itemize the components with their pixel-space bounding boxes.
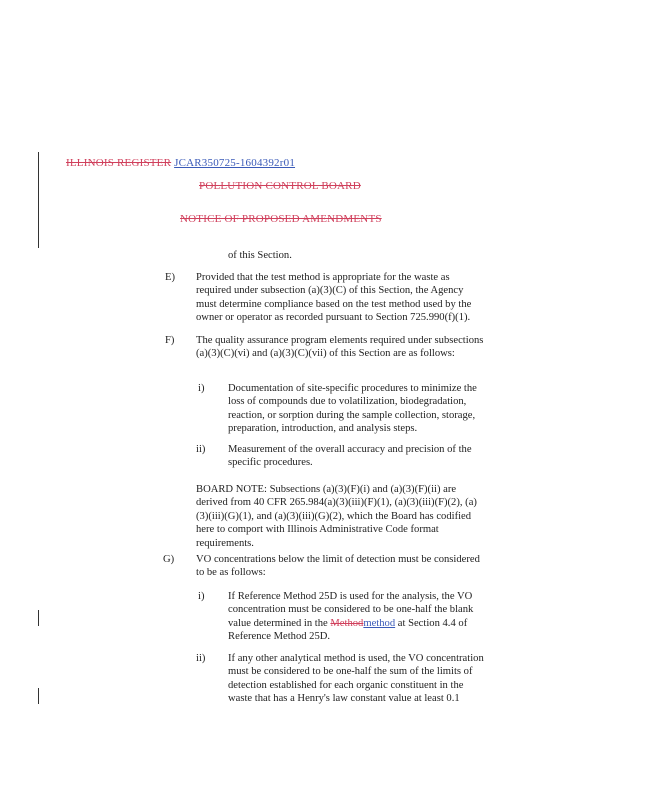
register-header: [66, 157, 295, 169]
subsection-g-text: VO concentrations below the limit of detection must be considered to be as follows:: [196, 554, 480, 579]
notice-header: NOTICE OF PROPOSED AMENDMENTS: [180, 213, 382, 225]
g-i-inserted-word: method: [363, 617, 396, 629]
subsection-f-ii-label: ii): [196, 444, 206, 455]
subsection-e-text: Provided that the test method is appropriate for the waste as required under subsection (a)(3)(C) of this Section, the Agency must determine compliance based on the test method used by the owner or operator as recorded pursuant to Section 725.990(f)(1).: [196, 272, 472, 324]
continuation-text: of this Section.: [228, 250, 292, 261]
subsection-g-ii-label: ii): [196, 653, 206, 664]
subsection-f-i-text: Documentation of site-specific procedures to minimize the loss of compounds due to volatilization, biodegradation, reaction, or sorption during the sample collection, storage, preparation, introduction, and analysis steps.: [228, 383, 477, 435]
subsection-g-ii-text: If any other analytical method is used, the VO concentration must be considered to be one-half the sum of the limits of detection established for each organic constituent in the waste that has a Henry's law constant value at least 0.1: [228, 653, 484, 705]
subsection-f-i-label: i): [198, 383, 205, 394]
subsection-g-i-text: [228, 590, 486, 644]
board-header: POLLUTION CONTROL BOARD: [199, 180, 361, 192]
subsection-g-i-label: i): [198, 591, 205, 602]
change-bar-gi: [38, 610, 39, 626]
subsection-e-label: E): [165, 272, 175, 283]
subsection-f-label: F): [165, 335, 175, 346]
g-i-deleted-word: Method: [330, 617, 364, 629]
subsection-g-label: G): [163, 554, 175, 565]
change-bar-header: [38, 152, 39, 248]
subsection-f-ii-text: Measurement of the overall accuracy and precision of the specific procedures.: [228, 444, 472, 469]
subsection-f-text: The quality assurance program elements required under subsections (a)(3)(C)(vi) and (a)(3)(C)(vii) of this Section are as follows:: [196, 335, 484, 360]
register-inserted-text: JCAR350725-1604392r01: [174, 157, 296, 169]
change-bar-gii: [38, 688, 39, 704]
g-i-text-before: If Reference Method 25D is used for the analysis, the VO concentration must be considered to be one-half the blank value determined in the: [228, 591, 474, 629]
board-note: BOARD NOTE: Subsections (a)(3)(F)(i) and (a)(3)(F)(ii) are derived from 40 CFR 265.984(a)(3)(iii)(F)(1), (a)(3)(iii)(F)(2), (a)(3)(iii)(G)(1), and (a)(3)(iii)(G)(2), which the Board has codified here to comport with Illinois Administrative Code format requirements.: [196, 484, 477, 549]
g-i-text-after: at Section 4.4 of Reference Method 25D.: [228, 617, 468, 643]
register-deleted-text: ILLINOIS REGISTER: [66, 157, 172, 169]
